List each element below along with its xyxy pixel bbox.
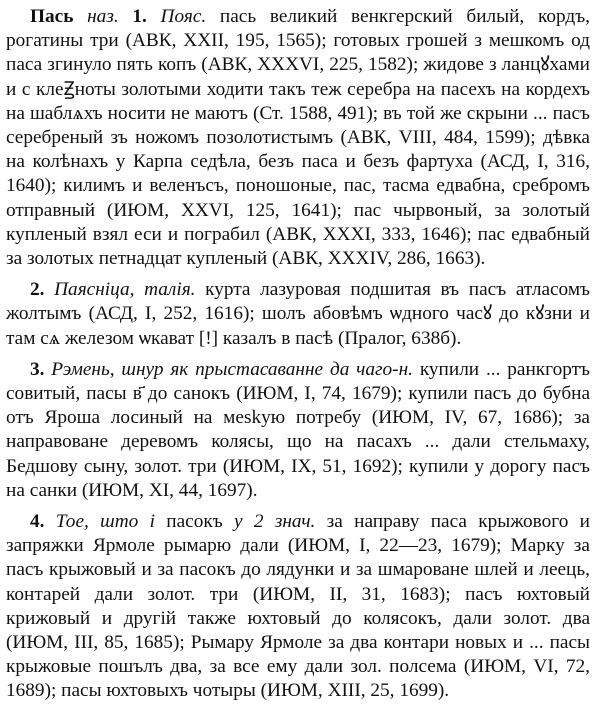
gloss-reference-word: пасокъ [166, 511, 223, 533]
sense-gloss: Тое, што і [55, 511, 167, 533]
sense-gloss: Рэмень, шнур як прыстасаванне да чаго-н. [51, 358, 413, 380]
sense-gloss: Паясніца, талія. [54, 279, 196, 301]
entry-sense-2 [6, 278, 590, 351]
headword: Пась [30, 6, 74, 27]
sense-number: 2. [30, 279, 55, 301]
sense-citations: за направу паса крыжового и запряжки Ярмоле рымарю дали (ИЮМ, I, 22—23, 1679); Марку за пасъ крыжовый и за пасокъ до лядунки и за шмароване шлей и леець, контарей дали золот. три (ИЮМ, II, 31, 1683); пасъ юхтовый крижовый и другій также юхтовый до колясокъ, дали золот. два (ИЮМ, III, 85, 1685); Рымару Ярмоле за два контари новых и ... пасы крыжовые пошълъ два, за все ему дали зол. полсема (ИЮМ, VI, 72, 1689); пасы юхтовыхъ чотыры (ИЮМ, XIII, 25, 1699). [6, 511, 591, 702]
sense-citations: купили ... ранкгортъ совитый, пасы в҃ до санокъ (ИЮМ, I, 74, 1679); купили пасъ до бубна отъ Яроша лосиный на меskую потребу (ИЮМ, IV, 67, 1686); за направоване деревомъ колясы, що на пасахъ ... дали стельмаху, Бедшову сыну, золот. три (ИЮМ, IX, 51, 1692); купили у дорогу пасъ на санки (ИЮМ, XI, 44, 1697). [6, 358, 590, 501]
sense-citations: пась великий венкгерский билый, кордъ, рогатины три (АВК, XXII, 195, 1565); готовых грошей з мешкомъ од паса згинуло пять копъ (АВК, XXXVI, 225, 1582); жидове з ланцꙋхами и с клеꙂноты золотыми ходити такъ теж серебра на пасехъ на кордехъ на шаблѧхъ носити не маютъ (Ст. 1588, 491); въ той же скрыни ... пасъ серебреный зъ ножомъ позолотистымъ (АВК, VIII, 484, 1599); дѣвка на колѣнахъ у Карпа седѣла, безъ паса и безъ фартуха (АСД, I, 316, 1640); килимъ и веленъсъ, поношоные, пас, тасма едвабна, сребромъ отправный (ИЮМ, XXVI, 125, 1641); пас чырвоный, за золотый купленый взял еси и пограбил (АВК, XXXI, 333, 1646); пас едвабный за золотых петнадцат купленый (АВК, XXXIV, 286, 1663). [6, 6, 590, 270]
sense-citations: курта лазуровая подшитая въ пасъ атласомъ жолтымъ (АСД, I, 252, 1616); шолъ абовѣмъ ѡдного часꙋ до кꙋзни и там сѧ железом ѡкават [!] казалъ в пасѣ (Пралог, 638б). [6, 279, 591, 349]
sense-number: 3. [30, 358, 52, 380]
entry-sense-4 [6, 510, 590, 704]
sense-gloss-tail: у 2 знач. [222, 511, 316, 533]
sense-number: 4. [30, 511, 56, 533]
sense-number: 1. [132, 6, 161, 27]
entry-sense-1 [6, 5, 590, 271]
sense-gloss: Пояс. [160, 6, 207, 27]
part-of-speech: наз. [73, 6, 133, 27]
entry-sense-3 [6, 358, 590, 503]
